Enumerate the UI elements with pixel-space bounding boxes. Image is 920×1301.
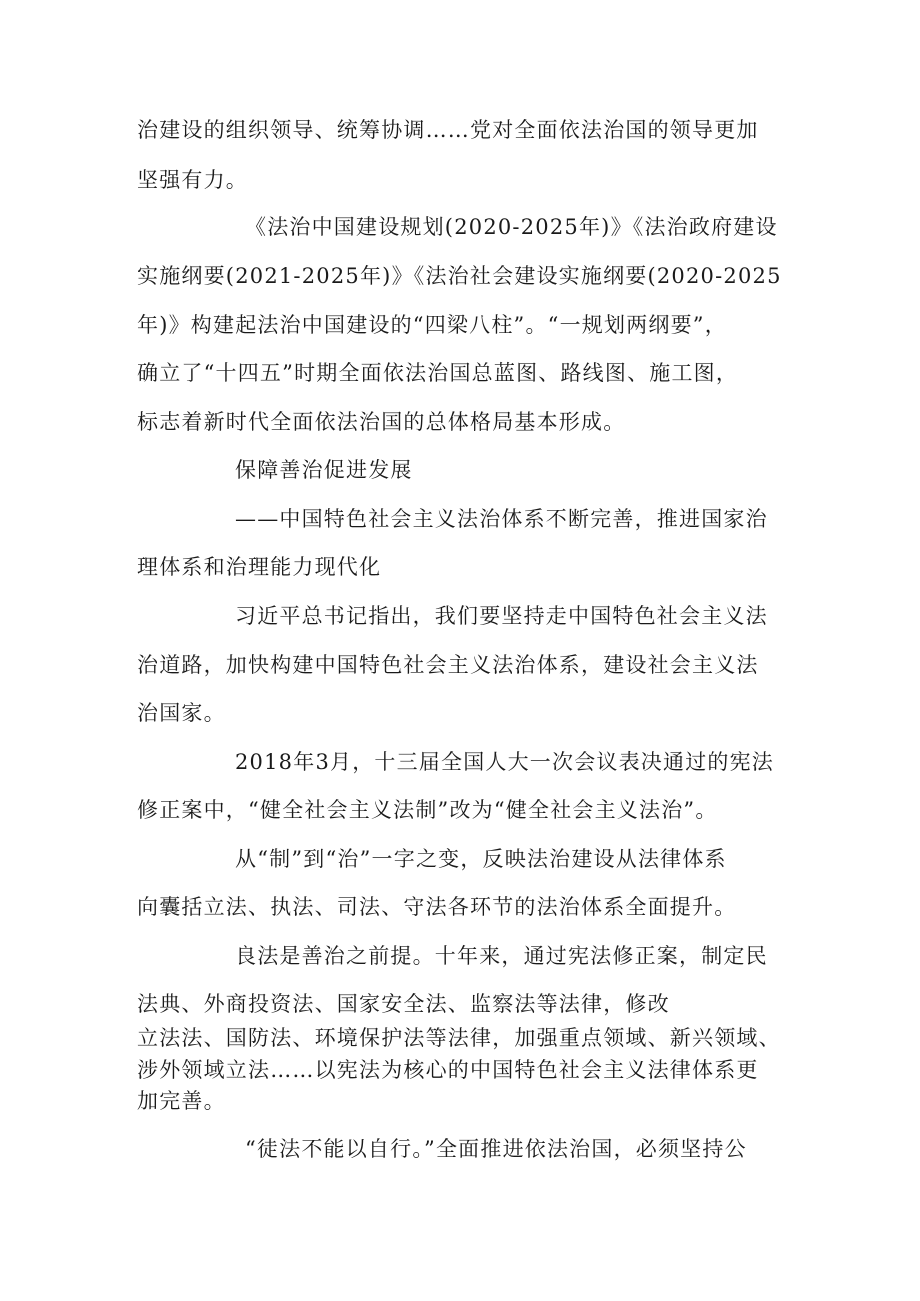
text-line: 坚强有力。 — [137, 168, 248, 192]
text-line: 涉外领域立法……以宪法为核心的中国特色社会主义法律体系更 — [137, 1058, 759, 1082]
text-line: 习近平总书记指出，我们要坚持走中国特色社会主义法 — [235, 604, 768, 628]
text-line: 确立了“十四五”时期全面依法治国总蓝图、路线图、施工图， — [137, 361, 739, 385]
text-line: 《法治中国建设规划(2020-2025年)》《法治政府建设 — [245, 215, 778, 239]
text-line: 向囊括立法、执法、司法、守法各环节的法治体系全面提升。 — [137, 895, 737, 919]
text-line: 实施纲要(2021-2025年)》《法治社会建设实施纲要(2020-2025 — [137, 264, 782, 288]
text-line: 理体系和治理能力现代化 — [137, 555, 382, 579]
text-line: “徒法不能以自行。”全面推进依法治国，必须坚持公 — [245, 1137, 747, 1161]
text-line: 治道路，加快构建中国特色社会主义法治体系，建设社会主义法 — [137, 653, 759, 677]
text-line: 加完善。 — [137, 1089, 226, 1113]
text-line: 标志着新时代全面依法治国的总体格局基本形成。 — [137, 410, 626, 434]
text-line: 治建设的组织领导、统筹协调……党对全面依法治国的领导更加 — [137, 118, 759, 142]
text-line: 治国家。 — [137, 701, 226, 725]
section-subheading: ——中国特色社会主义法治体系不断完善，推进国家治 — [235, 507, 768, 531]
text-line: 从“制”到“治”一字之变，反映法治建设从法律体系 — [235, 847, 727, 871]
text-line: 2018年3月，十三届全国人大一次会议表决通过的宪法 — [235, 750, 775, 774]
text-line: 立法法、国防法、环境保护法等法律，加强重点领域、新兴领域、 — [137, 1026, 781, 1050]
text-line: 法典、外商投资法、国家安全法、监察法等法律，修改 — [137, 992, 670, 1016]
text-line: 良法是善治之前提。十年来，通过宪法修正案，制定民 — [235, 944, 768, 968]
text-line: 修正案中，“健全社会主义法制”改为“健全社会主义法治”。 — [137, 798, 718, 822]
text-line: 年)》构建起法治中国建设的“四梁八柱”。“一规划两纲要”， — [137, 313, 727, 337]
section-heading: 保障善治促进发展 — [235, 458, 413, 482]
